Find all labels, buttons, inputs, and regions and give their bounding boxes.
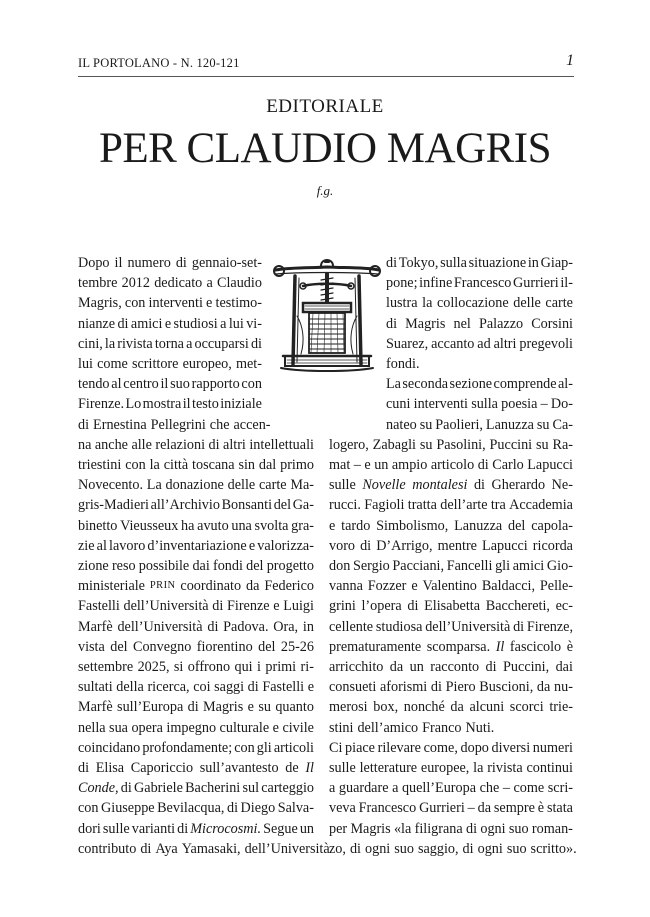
- text-line: Conde, di Gabriele Bacherini sul carteggio: [78, 780, 314, 797]
- text-line: cuni interventi sulla poesia – Do-: [386, 396, 573, 413]
- text-line: mat – e un ampio articolo di Carlo Lapucci: [329, 457, 573, 473]
- text-line: gris-Madieri all’Archivio Bonsanti del Ga-: [78, 497, 314, 514]
- text-line: tembre 2012 dedicato a Claudio: [78, 275, 262, 292]
- text-line: logero, Zabagli su Pasolini, Puccini su Ra-: [329, 436, 573, 453]
- text-line: con Giuseppe Bevilacqua, di Diego Salva-: [78, 800, 314, 817]
- text-line: zione reso possibile dai fondi del progetto: [78, 558, 314, 574]
- text-line: Firenze. Lo mostra il testo iniziale: [78, 396, 262, 413]
- page-number: 1: [566, 52, 574, 69]
- text-line: lui come scrittore europeo, met-: [78, 356, 262, 372]
- text-line: di Magris nel Palazzo Corsini: [386, 315, 573, 332]
- journal-issue-label: IL PORTOLANO - N. 120-121: [78, 56, 240, 70]
- text-line: di Tokyo, sulla situazione in Giap-: [386, 255, 573, 271]
- text-line: grini l’opera di Elisabetta Bacchereti, ec-: [329, 598, 573, 615]
- text-line: sultati della ricerca, coi saggi di Fastelli e: [78, 679, 314, 696]
- text-line: Fastelli dell’Università di Firenze e Luigi: [78, 598, 314, 615]
- text-line: e tardo Simbolismo, Lanuzza del capola-: [329, 517, 573, 534]
- text-line: tendo al centro il suo rapporto con: [78, 376, 262, 393]
- text-line: per Magris «la filigrana di ogni suo roman-: [329, 820, 573, 837]
- header-rule: [78, 76, 574, 77]
- text-line: rucci. Fagioli tratta dell’arte tra Accademia: [329, 497, 573, 514]
- text-line: a guardare a quell’Europa che – come scri-: [329, 780, 573, 797]
- text-line: prematuramente scomparsa. Il fascicolo è: [329, 638, 573, 655]
- text-line: pone; infine Francesco Gurrieri il-: [386, 275, 573, 292]
- text-line: contributo di Aya Yamasaki, dell’Università: [78, 840, 330, 857]
- text-line: vanna Fozzer e Valentino Baldacci, Pelle-: [329, 578, 573, 595]
- text-line: Dopo il numero di gennaio-set-: [78, 255, 262, 271]
- text-line: sulle Novelle montalesi di Gherardo Ne-: [329, 477, 573, 494]
- text-line: arricchito da un racconto di Puccini, dai: [329, 659, 573, 675]
- text-line: lustra la collocazione delle carte: [386, 295, 573, 312]
- text-line: sulle letterature europee, la rivista continui: [329, 760, 573, 776]
- book-press-illustration: [273, 256, 381, 374]
- text-line: nianze di amici e studiosi a lui vi-: [78, 315, 262, 332]
- running-header: [78, 52, 574, 74]
- text-line: zie al lavoro d’inventariazione e valorizza-: [78, 537, 314, 554]
- text-line: nateo su Paolieri, Lanuzza su Ca-: [386, 416, 573, 433]
- text-line: veva Francesco Gurrieri – da sempre è stata: [329, 800, 573, 817]
- section-heading: EDITORIALE: [266, 96, 384, 117]
- text-line: Suarez, accanto ad altri pregevoli: [386, 335, 573, 352]
- text-line: coincidano profondamente; con gli articoli: [78, 739, 314, 756]
- text-line: settembre 2025, si offrono qui i primi ri-: [78, 659, 314, 675]
- text-line: merosi box, nonché da alcuni scorci trie-: [329, 699, 573, 716]
- text-line: triestini con la città toscana sin dal primo: [78, 457, 314, 473]
- text-line: Novecento. La donazione delle carte Ma-: [78, 477, 314, 494]
- text-line: Marfè dell’Università di Padova. Ora, in: [78, 618, 314, 635]
- text-line: fondi.: [386, 356, 420, 372]
- text-line: Magris, con interventi e testimo-: [78, 295, 262, 312]
- text-line: La seconda sezione comprende al-: [386, 376, 573, 393]
- text-line: di Elisa Caporiccio sull’avantesto de Il: [78, 760, 314, 776]
- text-line: nella sua opera impegno culturale e civile: [78, 719, 314, 736]
- text-line: di Ernestina Pellegrini che accen-: [78, 416, 271, 433]
- text-line: cellente studiosa dell’Università di Firenze,: [329, 618, 573, 635]
- text-line: vista del Convegno fiorentino del 25-26: [78, 638, 314, 655]
- author-initials: f.g.: [316, 183, 334, 198]
- article-title: PER CLAUDIO MAGRIS: [98, 125, 552, 172]
- text-line: Marfè sull’Europa di Magris e su quanto: [78, 699, 314, 716]
- text-line: voro di D’Arrigo, mentre Lapucci ricorda: [329, 537, 573, 554]
- text-line: consueti aforismi di Piero Buscioni, da nu-: [329, 679, 573, 696]
- text-line: Ci piace rilevare come, dopo diversi numeri: [329, 739, 573, 756]
- text-line: dori sulle varianti di Microcosmi. Segue un: [78, 820, 314, 837]
- text-line: ministeriale PRIN coordinato da Federico: [78, 578, 314, 595]
- text-line: don Sergio Pacciani, Fancelli gli amici Gio-: [329, 558, 573, 574]
- text-line: cini, la rivista torna a occuparsi di: [78, 335, 262, 352]
- text-line: stini dell’amico Franco Nuti.: [329, 719, 495, 736]
- text-line: na anche alle relazioni di altri intellettuali: [78, 436, 314, 453]
- text-line: binetto Vieusseux ha avuto una svolta gra-: [78, 517, 314, 534]
- text-line: zo, di ogni suo saggio, di ogni suo scritto».: [329, 840, 577, 857]
